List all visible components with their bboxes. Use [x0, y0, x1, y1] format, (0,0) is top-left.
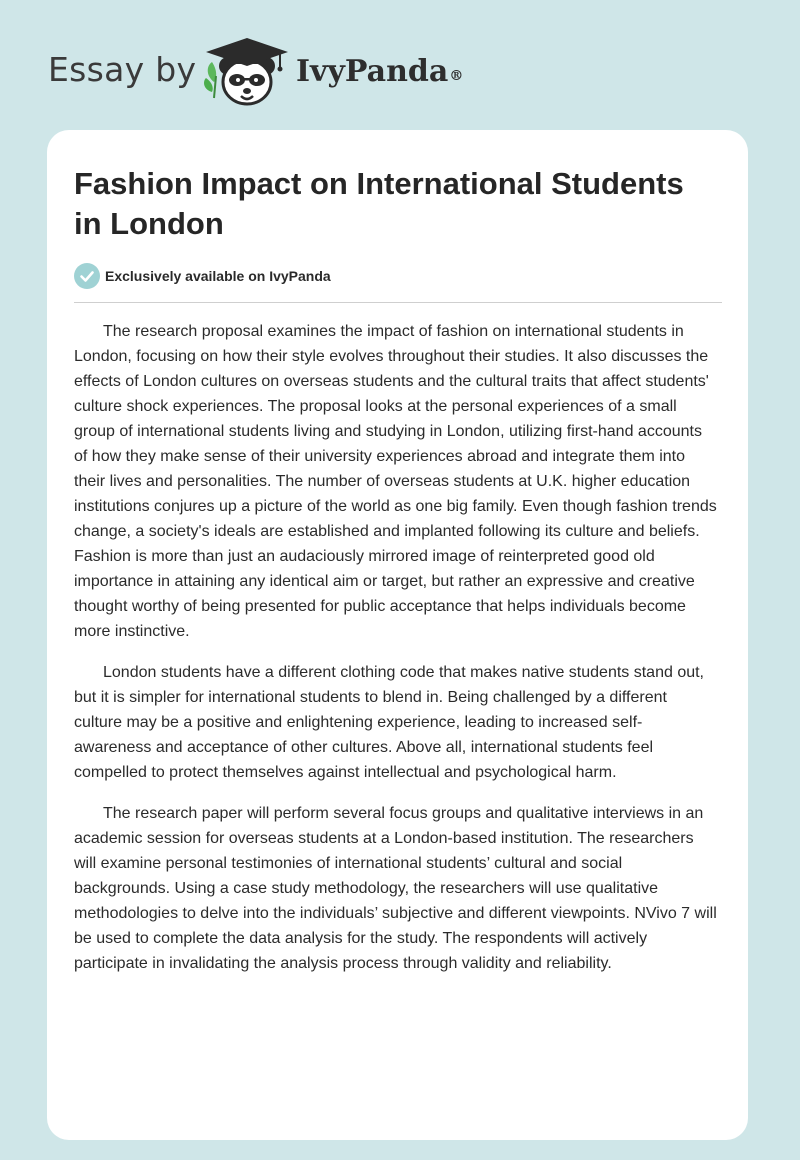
exclusive-badge — [74, 262, 331, 290]
check-circle-icon — [74, 263, 100, 289]
paragraph: London students have a different clothing code that makes native students stand out, but it is simpler for international students to blend in. Being challenged by a different culture may be a positive and enlightening experience, leading to increased self-awareness and acceptance of other cultures. Above all, international students feel compelled to protect themselves against intellectual and psychological harm. — [74, 664, 704, 781]
paragraph: The research paper will perform several focus groups and qualitative interviews in an academic session for overseas students at a London-based institution. The researchers will examine personal testimonies of international students’ cultural and social backgrounds. Using a case study methodology, the researchers will use qualitative methodologies to delve into the individuals’ subjective and different viewpoints. NVivo 7 will be used to complete the data analysis for the study. The respondents will actively participate in invalidating the analysis process through validity and reliability. — [74, 805, 717, 972]
essay-card — [47, 130, 748, 1140]
essay-by-label: Essay by — [48, 50, 197, 89]
panda-graduate-icon[interactable] — [200, 36, 295, 110]
essay-body — [74, 319, 719, 992]
divider — [74, 302, 722, 303]
page-title: Fashion Impact on International Students in London — [74, 166, 684, 241]
brand-name-text: IvyPanda — [296, 54, 449, 89]
site-header — [0, 0, 800, 130]
brand-name[interactable] — [296, 52, 463, 92]
exclusive-label: Exclusively available on IvyPanda — [105, 268, 331, 284]
registered-mark: ® — [449, 68, 464, 84]
paragraph: The research proposal examines the impact of fashion on international students in London, focusing on how their style evolves throughout their studies. It also discusses the effects of London cultures on overseas students and the cultural traits that affect students' culture shock experiences. The proposal looks at the personal experiences of a small group of international students living and studying in London, utilizing first-hand accounts of how they make sense of their university experiences abroad and integrate them into their lives and personalities. The number of overseas students at U.K. higher education institutions conjures up a picture of the world as one big family. Even though fashion trends change, a society's ideals are established and implanted following its culture and beliefs. Fashion is more than just an audaciously mirrored image of reinterpreted good old importance in attaining any identical aim or target, but rather an expressive and creative thought worthy of being presented for public acceptance that helps individuals become more instinctive. — [74, 323, 717, 640]
